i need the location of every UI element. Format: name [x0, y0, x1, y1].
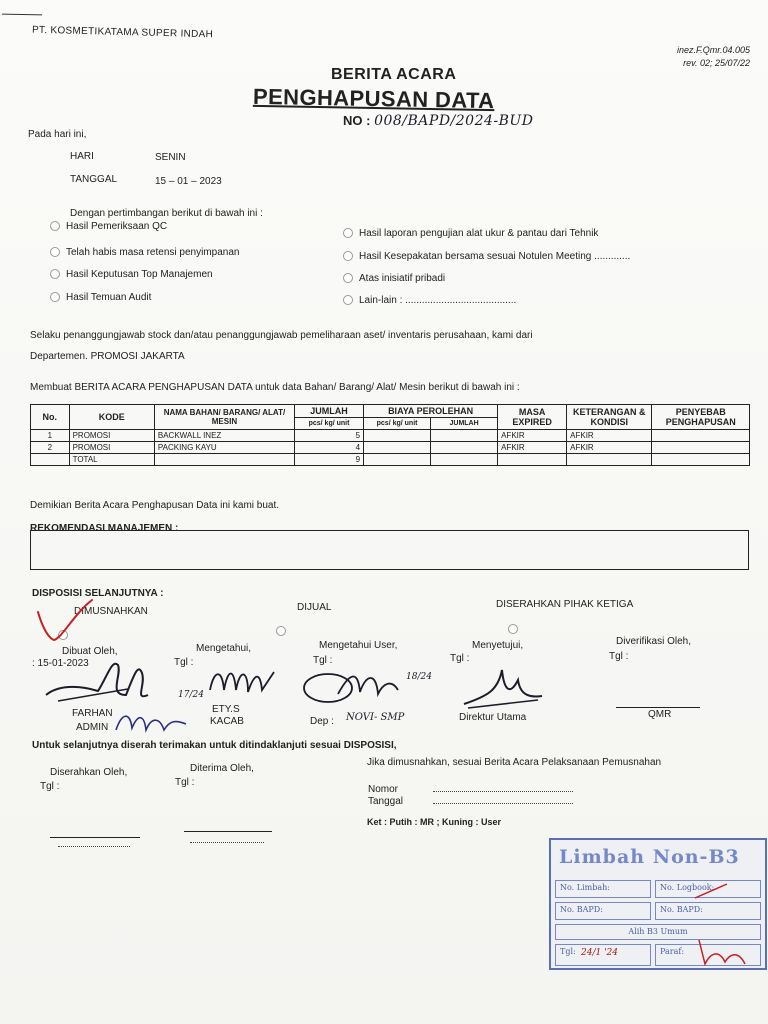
cell-keterangan: AFKIR	[567, 442, 652, 454]
departemen-label: Departemen.	[30, 351, 88, 362]
table-row	[31, 442, 750, 454]
table-total-row	[31, 454, 750, 466]
col-no: No.	[31, 405, 70, 430]
cell-empty	[431, 454, 498, 466]
tgl-4: Tgl :	[450, 653, 470, 664]
radio-dijual-icon[interactable]	[276, 626, 286, 636]
signature-user	[298, 664, 408, 709]
tgl-5: Tgl :	[609, 651, 629, 662]
hand-date-2: 18/24	[406, 672, 432, 682]
option-lain-lain[interactable]	[343, 295, 516, 306]
statement-line-3: Membuat BERITA ACARA PENGHAPUSAN DATA untuk data Bahan/ Barang/ Alat/ Mesin berikut di bawah ini :	[30, 382, 520, 393]
closing-text: Demikian Berita Acara Penghapusan Data ini kami buat.	[30, 500, 280, 511]
cell-masa: AFKIR	[498, 430, 567, 442]
cell-biaya-unit	[364, 442, 431, 454]
hari-value: SENIN	[155, 152, 186, 163]
diterima-name-field[interactable]	[190, 842, 264, 843]
col-masa: MASA EXPIRED	[498, 405, 567, 430]
qmr-sign-line	[616, 707, 700, 708]
jika-dimusnahkan: Jika dimusnahkan, sesuai Berita Acara Pelaksanaan Pemusnahan	[367, 757, 662, 768]
diserahkan-sign-line	[50, 837, 140, 838]
col-penyebab: PENYEBAB PENGHAPUSAN	[652, 405, 750, 430]
red-check-icon	[32, 594, 102, 644]
signature-ety	[204, 660, 284, 705]
option-label: Hasil Pemeriksaan QC	[66, 221, 168, 232]
handover-heading: Untuk selanjutnya diserah terimakan untuk ditindaklanjuti sesuai DISPOSISI,	[32, 740, 397, 751]
total-label: TOTAL	[69, 454, 154, 466]
total-value: 9	[295, 454, 364, 466]
dibuat-date: : 15-01-2023	[32, 658, 89, 669]
signature-direktur	[458, 660, 548, 712]
cell-masa: AFKIR	[498, 442, 567, 454]
dep-value: NOVI- SMP	[346, 712, 405, 723]
stamp-title: Limbah Non-B3	[559, 846, 740, 868]
role-kacab: KACAB	[210, 716, 244, 727]
cell-keterangan: AFKIR	[567, 430, 652, 442]
dep-label: Dep :	[310, 716, 334, 727]
option-label: Telah habis masa retensi penyimpanan	[66, 247, 240, 258]
document-number	[343, 113, 533, 129]
items-table	[30, 404, 750, 466]
radio-icon[interactable]	[343, 295, 353, 305]
stamp-cell-bapd-1: No. BAPD:	[555, 902, 651, 920]
col-keterangan: KETERANGAN & KONDISI	[567, 405, 652, 430]
role-admin: ADMIN	[76, 722, 109, 733]
option-label: Atas inisiatif pribadi	[359, 273, 446, 284]
radio-icon[interactable]	[343, 273, 353, 283]
diserahkan-name-field[interactable]	[58, 846, 130, 847]
disposisi-dimusnahkan: DIMUSNAHKAN	[74, 606, 148, 617]
disposisi-pihak-ketiga: DISERAHKAN PIHAK KETIGA	[496, 599, 634, 610]
radio-icon[interactable]	[50, 292, 60, 302]
table-row	[31, 430, 750, 442]
mengetahui: Mengetahui,	[196, 643, 252, 654]
role-qmr: QMR	[648, 709, 672, 720]
col-jumlah: JUMLAH	[295, 405, 364, 418]
option-top-manajemen[interactable]	[50, 269, 213, 280]
col-kode: KODE	[69, 405, 154, 430]
cell-kode: PROMOSI	[69, 442, 154, 454]
tanggal-label: TANGGAL	[70, 174, 118, 185]
menyetujui: Menyetujui,	[472, 640, 524, 651]
cell-empty	[498, 454, 567, 466]
number-label: NO :	[343, 113, 371, 128]
hand-date-1: 17/24	[178, 690, 204, 700]
cell-empty	[31, 454, 70, 466]
cell-empty	[154, 454, 294, 466]
cell-jumlah: 5	[295, 430, 364, 442]
disposisi-heading: DISPOSISI SELANJUTNYA :	[32, 588, 164, 599]
diserahkan-oleh: Diserahkan Oleh,	[50, 767, 128, 778]
stamp-cell-logbook: No. Logbook:	[655, 880, 761, 898]
option-label: Hasil Temuan Audit	[66, 292, 152, 303]
form-revision: rev. 02; 25/07/22	[683, 58, 750, 68]
option-label: Hasil Kesepakatan bersama sesuai Notulen Meeting .............	[359, 251, 631, 262]
mengetahui-user: Mengetahui User,	[319, 640, 398, 651]
number-value: 008/BAPD/2024-BUD	[374, 113, 534, 129]
option-label: Lain-lain : ........................................	[359, 295, 517, 306]
disposisi-dijual: DIJUAL	[297, 602, 332, 613]
tanggal-label: Tanggal	[368, 796, 404, 807]
cell-no: 2	[31, 442, 70, 454]
radio-icon[interactable]	[50, 247, 60, 257]
col-biaya-sub1: pcs/ kg/ unit	[364, 418, 431, 430]
cell-empty	[364, 454, 431, 466]
stamp-cell-bapd-2: No. BAPD:	[655, 902, 761, 920]
radio-icon[interactable]	[343, 228, 353, 238]
cell-penyebab	[652, 430, 750, 442]
cell-biaya-unit	[364, 430, 431, 442]
option-audit[interactable]	[50, 292, 151, 303]
handover-tgl-2: Tgl :	[175, 777, 195, 788]
ket-note: Ket : Putih : MR ; Kuning : User	[367, 817, 501, 827]
departemen	[30, 351, 185, 362]
radio-icon[interactable]	[343, 251, 353, 261]
cell-nama: BACKWALL INEZ	[154, 430, 294, 442]
name-ety: ETY.S	[212, 704, 240, 715]
cell-no: 1	[31, 430, 70, 442]
rekomendasi-box[interactable]	[30, 530, 749, 570]
nomor-field[interactable]	[433, 791, 573, 792]
name-farhan: FARHAN	[72, 708, 113, 719]
stamp-hand-date: 24/1 '24	[581, 948, 618, 958]
title-line-1: BERITA ACARA	[331, 66, 457, 83]
cell-penyebab	[652, 442, 750, 454]
company-name: PT. KOSMETIKATAMA SUPER INDAH	[31, 24, 214, 41]
col-biaya: BIAYA PEROLEHAN	[364, 405, 498, 418]
role-direktur: Direktur Utama	[459, 712, 527, 723]
rekomendasi-heading: REKOMENDASI MANAJEMEN :	[30, 523, 179, 534]
option-qc[interactable]	[50, 221, 167, 232]
stamp-cell-alih: Alih B3 Umum	[555, 924, 761, 940]
cell-nama: PACKING KAYU	[154, 442, 294, 454]
diterima-oleh: Diterima Oleh,	[190, 763, 254, 774]
form-code: inez.F.Qmr.04.005	[676, 45, 750, 55]
col-nama: NAMA BAHAN/ BARANG/ ALAT/ MESIN	[154, 405, 294, 430]
col-biaya-sub2: JUMLAH	[431, 418, 498, 430]
departemen-value: PROMOSI JAKARTA	[90, 351, 185, 362]
diterima-sign-line	[184, 831, 272, 832]
cell-biaya-jumlah	[431, 430, 498, 442]
cell-jumlah: 4	[295, 442, 364, 454]
form-reference	[677, 44, 750, 70]
option-tehnik[interactable]	[343, 228, 598, 239]
scan-mark	[2, 14, 42, 16]
tanggal-value: 15 – 01 – 2023	[155, 176, 222, 187]
stamp-cell-limbah: No. Limbah:	[555, 880, 651, 898]
handover-tgl-1: Tgl :	[40, 781, 60, 792]
cell-empty	[567, 454, 652, 466]
option-inisiatif[interactable]	[343, 273, 445, 284]
option-label: Hasil Keputusan Top Manajemen	[66, 269, 213, 280]
cell-kode: PROMOSI	[69, 430, 154, 442]
radio-icon[interactable]	[50, 269, 60, 279]
cell-empty	[652, 454, 750, 466]
option-label: Hasil laporan pengujian alat ukur & pantau dari Tehnik	[359, 228, 599, 239]
considerations-heading: Dengan pertimbangan berikut di bawah ini :	[70, 208, 263, 219]
cell-biaya-jumlah	[431, 442, 498, 454]
dibuat-oleh: Dibuat Oleh,	[62, 646, 118, 657]
hari-label: HARI	[70, 151, 94, 162]
stamp-cell-tgl: Tgl:	[555, 944, 651, 966]
pada-hari-ini: Pada hari ini,	[28, 129, 87, 140]
nomor-label: Nomor	[368, 784, 399, 795]
tgl-3: Tgl :	[313, 655, 333, 666]
radio-pihak-ketiga-icon[interactable]	[508, 624, 518, 634]
col-jumlah-sub: pcs/ kg/ unit	[295, 418, 364, 430]
tgl-2: Tgl :	[174, 657, 194, 668]
statement-line-1: Selaku penanggungjawab stock dan/atau penanggungjawab pemeliharaan aset/ inventaris perusahaan, kami dari	[30, 330, 533, 341]
tanggal-field[interactable]	[433, 803, 573, 804]
title-line-2: PENGHAPUSAN DATA	[252, 83, 495, 114]
option-notulen[interactable]	[343, 251, 630, 262]
option-retensi[interactable]	[50, 247, 239, 258]
signature-admin	[112, 706, 192, 738]
stamp-red-marks	[691, 880, 751, 970]
limbah-stamp	[549, 838, 767, 970]
radio-icon[interactable]	[50, 221, 60, 231]
stamp-cell-paraf: Paraf:	[655, 944, 761, 966]
diverifikasi: Diverifikasi Oleh,	[616, 636, 692, 647]
